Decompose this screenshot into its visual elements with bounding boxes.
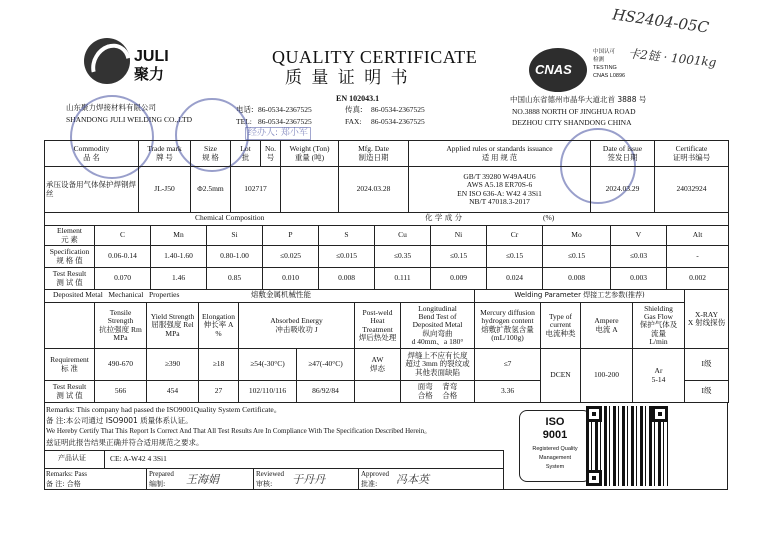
element-mo: Mo <box>543 226 611 246</box>
element-v: V <box>611 226 667 246</box>
element-cu: Cu <box>375 226 431 246</box>
fax-value-cn: 86-0534-2367525 <box>371 105 425 114</box>
hdr-no: No. 号 <box>261 141 281 167</box>
spec-cell: ≤0.35 <box>375 246 431 268</box>
mfg-date-value: 2024.03.28 <box>339 167 409 213</box>
spec-cell: ≤0.15 <box>543 246 611 268</box>
iso-line1: ISO <box>545 416 565 428</box>
cnas-cn1: 中国认可 <box>593 49 616 55</box>
element-c: C <box>95 226 151 246</box>
cnas-logo <box>529 48 587 92</box>
result-cell: 0.009 <box>431 268 487 290</box>
company-en: SHANDONG JULI WELDING CO.,LTD <box>66 115 193 124</box>
element-p: P <box>263 226 319 246</box>
hdr-yield: Yield Strength 屈服强度 Rel MPa <box>147 303 199 349</box>
iso-9001-badge <box>519 410 591 482</box>
req-yield: ≥390 <box>147 349 199 381</box>
hdr-mfg-date: Mfg. Date 制造日期 <box>339 141 409 167</box>
fax-label-en: FAX: <box>345 117 362 126</box>
hdr-issue-date: Date of issue 签发日期 <box>591 141 655 167</box>
result-cell: 0.070 <box>95 268 151 290</box>
tel-label-cn: 电话: <box>236 105 254 114</box>
approved-cn: 批准: <box>361 480 378 488</box>
juli-logo <box>84 38 130 84</box>
element-s: S <box>319 226 375 246</box>
hdr-postweld: Post-weld Heat Treatment 焊后热处理 <box>355 303 401 349</box>
iso-line5: System <box>545 464 565 470</box>
element-si: Si <box>207 226 263 246</box>
hdr-weight: Weight (Ton) 重量 (吨) <box>281 141 339 167</box>
hdr-absorbed-energy: Absorbed Energy 冲击吸收功 J <box>239 303 355 349</box>
remark-line-1: Remarks: This company had passed the ISO9001Quality System Certificate。 <box>46 405 282 414</box>
mechanical-table <box>44 289 729 403</box>
standards-value: GB/T 39280 W49A4U6 AWS A5.18 ER70S-6 EN ISO 636-A: W42 4 3Si1 NB/T 47018.3-2017 <box>409 167 591 213</box>
title-en: QUALITY CERTIFICATE <box>272 47 478 67</box>
prepared-signature: 王海娟 <box>186 473 219 486</box>
qr-finder-tl <box>586 406 602 422</box>
hdr-certificate: Certificate 证明书编号 <box>655 141 729 167</box>
spec-label: Specification 规 格 值 <box>45 246 95 268</box>
req-tensile: 490-670 <box>95 349 147 381</box>
hdr-commodity: Commodity 品 名 <box>45 141 139 167</box>
result-cell: 0.024 <box>487 268 543 290</box>
handwritten-mid: 卡2链 · 1001kg <box>627 46 718 70</box>
qr-code <box>586 406 668 486</box>
hdr-trade-mark: Trade mark 牌 号 <box>139 141 191 167</box>
hdr-lot: Lot 批 <box>231 141 261 167</box>
reviewed-cn: 审核: <box>256 480 273 488</box>
req-mercury: ≤7 <box>475 349 541 381</box>
mechanical-title-cn: 熔敷金属机械性能 <box>251 290 311 299</box>
hdr-bend-test: Longitudinal Bend Test of Deposited Metal 纵向弯曲 d 40mm、a 180° <box>401 303 475 349</box>
iso-line4: Management <box>538 455 572 461</box>
current-type: DCEN <box>541 349 581 403</box>
fax-value-en: 86-0534-2367525 <box>371 117 425 126</box>
certificate-value: 24032924 <box>655 167 729 213</box>
tel-label-en: TEL: <box>236 117 252 126</box>
handwritten-top: HS2404-05C <box>611 5 711 37</box>
product-cert-value: CE: A-W42 4 3Si1 <box>110 454 167 463</box>
res-mercury: 3.36 <box>475 381 541 403</box>
hdr-tensile: Tensile Strength 抗拉强度 Rm MPa <box>95 303 147 349</box>
chemical-title <box>45 213 729 226</box>
element-label: Element 元 素 <box>45 226 95 246</box>
result-cell: 1.46 <box>151 268 207 290</box>
cnas-text: CNAS <box>535 62 572 77</box>
req-xray: I级 <box>685 349 729 381</box>
spec-cell: ≤0.15 <box>431 246 487 268</box>
commodity-value: 承压设备用气体保护焊钢焊丝 <box>45 167 139 213</box>
issue-date-value: 2024.03.29 <box>591 167 655 213</box>
result-cell: 0.008 <box>543 268 611 290</box>
chemical-table <box>44 212 729 290</box>
hdr-elongation: Elongation 伸长率 A % <box>199 303 239 349</box>
logo-brand: JULI <box>134 48 169 65</box>
chemical-title-en: Chemical Composition <box>195 213 265 222</box>
result-cell: 0.111 <box>375 268 431 290</box>
prepared-cn: 编制: <box>149 480 166 488</box>
result-cell: 0.002 <box>667 268 729 290</box>
mechanical-title <box>45 290 475 303</box>
tel-value-en: 86-0534-2367525 <box>258 117 312 126</box>
qr-finder-bl <box>586 470 602 486</box>
result-label: Test Result 测 试 值 <box>45 268 95 290</box>
cnas-cn2: 检测 <box>593 57 605 63</box>
spec-row <box>45 246 729 268</box>
pass-en: Remarks: Pass <box>46 470 88 478</box>
spec-cell: 0.06-0.14 <box>95 246 151 268</box>
mechanical-title-en: Deposited Metal Mechanical Properties <box>53 290 180 299</box>
res-impact-30: 102/110/116 <box>239 381 297 403</box>
req-impact-40: ≥47(-40°C) <box>297 349 355 381</box>
element-cr: Cr <box>487 226 543 246</box>
spec-cell: ≤0.15 <box>487 246 543 268</box>
approved-en: Approved <box>361 470 389 478</box>
result-cell: 0.85 <box>207 268 263 290</box>
element-alt: Alt <box>667 226 729 246</box>
qr-finder-tr <box>652 406 668 422</box>
remark-line-3: We Hereby Certify That This Report Is Correct And That All Test Results Are In Compliance With The Specification Described Herein。 <box>46 427 432 435</box>
element-row <box>45 226 729 246</box>
tel-value: 86-0534-2367525 <box>258 105 312 114</box>
hdr-current: Type of current 电流种类 <box>541 303 581 349</box>
requirement-label: Requirement 标 准 <box>45 349 95 381</box>
spec-cell: ≤0.025 <box>263 246 319 268</box>
spec-cell: ≤0.015 <box>319 246 375 268</box>
req-bend: 焊缝上不应有长度 超过 3mm 的裂纹或 其他表面缺陷 <box>401 349 475 381</box>
chemical-title-cn: 化 学 成 分 <box>425 213 463 222</box>
requirement-row <box>45 349 729 381</box>
hdr-mercury: Mercury diffusion hydrogen content 熔敷扩散氢含量 (mL/100g) <box>475 303 541 349</box>
hdr-gas-flow: Shielding Gas Flow 保护气体及 流量 L/min <box>633 303 685 349</box>
spec-cell: ≤0.03 <box>611 246 667 268</box>
res-tensile: 566 <box>95 381 147 403</box>
req-impact-30: ≥54(-30°C) <box>239 349 297 381</box>
reviewed-en: Reviewed <box>256 470 284 478</box>
mech-result-label: Test Result 测 试 值 <box>45 381 95 403</box>
element-mn: Mn <box>151 226 207 246</box>
result-row <box>45 268 729 290</box>
chemical-unit: (%) <box>543 213 555 222</box>
remark-line-2: 备 注:本公司通过 ISO9001 质量体系认证。 <box>46 416 193 425</box>
fax-label-cn: 传真: <box>345 105 363 114</box>
result-cell: 0.008 <box>319 268 375 290</box>
welding-parameter-title: Welding Parameter 焊接工艺参数(推荐) <box>475 290 685 303</box>
cnas-en1: TESTING <box>593 65 617 71</box>
product-cert-label: 产品认证 <box>58 454 86 462</box>
company-cn: 山东聚力焊接材料有限公司 <box>66 103 156 112</box>
iso-line2: 9001 <box>542 429 568 441</box>
hdr-ampere: Ampere 电流 A <box>581 303 633 349</box>
remark-line-4: 兹证明此报告结果正确并符合适用规范之要求。 <box>46 438 204 447</box>
trade-mark-value: JL-J50 <box>139 167 191 213</box>
address-en2: DEZHOU CITY SHANDONG CHINA <box>512 118 632 127</box>
prepared-en: Prepared <box>149 470 174 478</box>
reviewed-signature: 于丹丹 <box>292 473 325 486</box>
address-en1: NO.3888 NORTH OF JINGHUA ROAD <box>512 107 636 116</box>
res-bend: 面弯 背弯 合格 合格 <box>401 381 475 403</box>
title-cn: 质 量 证 明 书 <box>285 68 410 88</box>
size-value: Φ2.5mm <box>191 167 231 213</box>
lot-value: 102717 <box>231 167 281 213</box>
doc-number: EN 102043.1 <box>336 94 380 103</box>
hdr-size: Size 规 格 <box>191 141 231 167</box>
spec-cell: - <box>667 246 729 268</box>
req-pwht: AW 焊态 <box>355 349 401 381</box>
xray-header: X-RAY X 射线探伤 <box>685 290 729 349</box>
res-elongation: 27 <box>199 381 239 403</box>
weight-value <box>281 167 339 213</box>
res-yield: 454 <box>147 381 199 403</box>
element-ni: Ni <box>431 226 487 246</box>
res-xray: I级 <box>685 381 729 403</box>
ampere-range: 100-200 <box>581 349 633 403</box>
gas-flow: Ar 5-14 <box>633 349 685 403</box>
iso-line3: Registered Quality <box>532 446 578 452</box>
spec-cell: 1.40-1.60 <box>151 246 207 268</box>
stamp-text: 经办人: 郑小军 <box>245 127 311 140</box>
info-table <box>44 140 729 213</box>
cnas-en2: CNAS L0896 <box>593 73 626 79</box>
result-cell: 0.003 <box>611 268 667 290</box>
spec-cell: 0.80-1.00 <box>207 246 263 268</box>
logo-cn: 聚力 <box>134 65 165 83</box>
address-cn: 中国山东省德州市晶华大道北首 3888 号 <box>510 95 647 104</box>
approved-signature: 冯本英 <box>396 473 429 486</box>
result-cell: 0.010 <box>263 268 319 290</box>
pass-cn: 备 注: 合格 <box>46 480 81 488</box>
req-elongation: ≥18 <box>199 349 239 381</box>
res-impact-40: 86/92/84 <box>297 381 355 403</box>
hdr-standards: Applied rules or standards issuance 适 用 规 范 <box>409 141 591 167</box>
